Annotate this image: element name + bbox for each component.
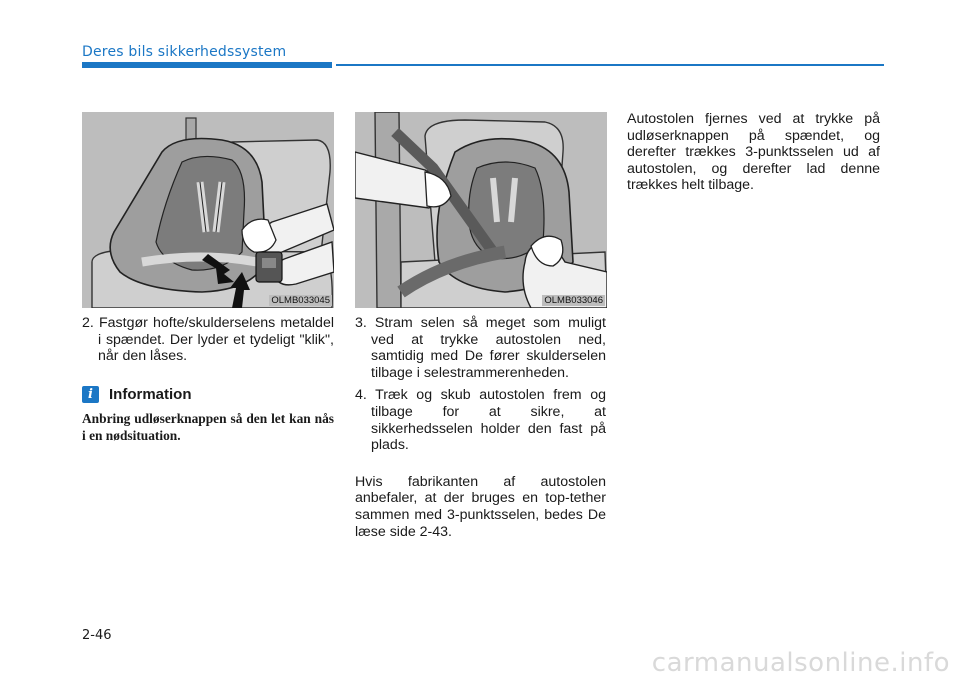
figure-tighten-seatbelt: [355, 112, 607, 308]
figure-code: OLMB033045: [271, 295, 330, 306]
header-rule-line: [336, 64, 884, 66]
watermark: carmanualsonline.info: [651, 648, 950, 678]
illustration-child-seat-buckle: [82, 112, 334, 308]
column-2-text: [355, 315, 606, 540]
column-3-text: [627, 111, 880, 194]
step-3: 3. Stram selen så meget som muligt ved at trykke autostolen ned, samtidig med De fører skulderselen tilbage i selestrammerenheden.: [355, 315, 606, 381]
figure-code: OLMB033046: [544, 295, 603, 306]
info-title: Information: [109, 385, 192, 403]
column-1-text: [82, 315, 334, 365]
header-title: Deres bils sikkerhedssystem: [82, 44, 287, 60]
figure-buckle-seatbelt: [82, 112, 334, 308]
header-rule: [82, 62, 332, 68]
step-4: 4. Træk og skub autostolen frem og tilbage for at sikre, at sikkerhedsselen holder den fast på plads.: [355, 387, 606, 454]
page-number: 2-46: [82, 628, 112, 643]
info-icon: i: [82, 386, 99, 403]
info-header: [82, 384, 192, 404]
illustration-child-seat-tighten: [355, 112, 607, 308]
removal-instructions: Autostolen fjernes ved at trykke på udløserknappen på spændet, og derefter trækkes 3-punktsselen ud af autostolen, og derefter lad denne trækkes helt tilbage.: [627, 111, 880, 194]
top-tether-note: Hvis fabrikanten af autostolen anbefaler, at der bruges en top-tether sammen med 3-punktsselen, bedes De læse side 2-43.: [355, 473, 606, 540]
step-2: 2. Fastgør hofte/skulderselens metaldel i spændet. Der lyder et tydeligt "klik", når den låses.: [82, 315, 334, 365]
info-body: Anbring udløserknappen så den let kan nås i en nødsituation.: [82, 411, 334, 443]
